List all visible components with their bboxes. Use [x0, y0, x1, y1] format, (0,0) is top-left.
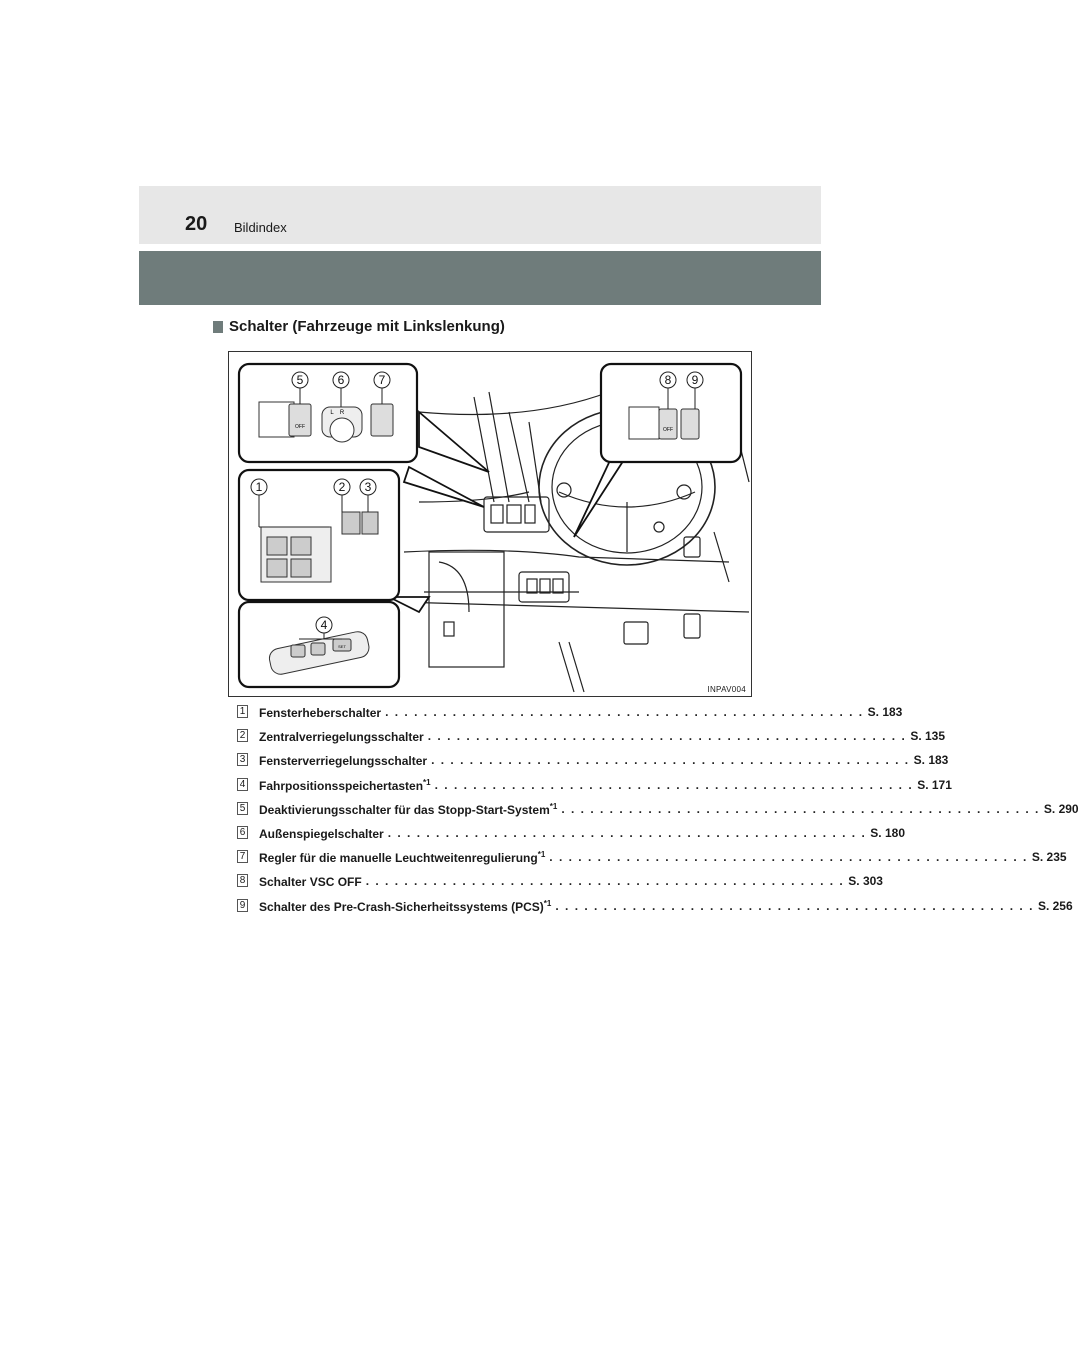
index-number: 6: [237, 826, 248, 839]
inset-bottom-left: [239, 602, 399, 687]
index-number: 1: [237, 705, 248, 718]
index-label-text: Schalter VSC OFF: [259, 875, 362, 890]
switch-off-label: OFF: [295, 424, 305, 430]
callout-3: 3: [364, 480, 372, 494]
index-row: [237, 729, 946, 753]
index-page-link[interactable]: S. 135: [910, 729, 946, 744]
index-label: [259, 778, 431, 793]
index-label-text: Regler für die manuelle Leuchtweitenregulierung: [259, 851, 538, 866]
index-row: [237, 753, 949, 777]
inset-top-left: [239, 364, 489, 472]
index-page-link[interactable]: S. 235: [1031, 850, 1067, 865]
index-label: [259, 753, 427, 768]
switch-illustration: [228, 351, 752, 697]
section-heading-text: Schalter (Fahrzeuge mit Linkslenkung): [229, 318, 505, 335]
index-label: [259, 802, 557, 817]
index-number: 9: [237, 899, 248, 912]
section-heading: [213, 318, 505, 335]
index-label: [259, 729, 424, 744]
index-number: 5: [237, 802, 248, 815]
index-list: [237, 705, 1079, 923]
callout-4: 4: [320, 618, 328, 632]
leader-dots: . . . . . . . . . . . . . . . . . . . . . . . . . . . . . . . . . . . . . . . . . . . . . . . . . .: [431, 753, 910, 768]
index-row: [237, 777, 952, 802]
index-number: 2: [237, 729, 248, 742]
index-label-text: Fensterverriegelungsschalter: [259, 754, 428, 769]
set-label: SET: [338, 644, 346, 649]
chapter-band: [139, 251, 821, 305]
leader-dots: . . . . . . . . . . . . . . . . . . . . . . . . . . . . . . . . . . . . . . . . . . . . . . . . . .: [365, 874, 845, 889]
index-label-text: Fensterheberschalter: [259, 706, 382, 720]
index-page-link[interactable]: S. 256: [1037, 898, 1073, 913]
leader-dots: . . . . . . . . . . . . . . . . . . . . . . . . . . . . . . . . . . . . . . . . . . . . . . . . . .: [555, 898, 1034, 913]
header-band: [139, 186, 821, 246]
index-row: [237, 850, 1067, 874]
index-label-text: Schalter des Pre-Crash-Sicherheitssystems (PCS): [259, 899, 544, 914]
section-marker-icon: [213, 321, 223, 333]
index-page-link[interactable]: S. 180: [870, 825, 905, 840]
index-label-text: Fahrpositionsspeichertasten: [259, 778, 424, 793]
page-number: 20: [185, 213, 208, 235]
index-page-link[interactable]: S. 183: [913, 753, 949, 768]
callout-1: 1: [255, 480, 263, 494]
index-page-link[interactable]: S. 171: [917, 777, 952, 792]
index-label-text: Zentralverriegelungsschalter: [259, 730, 424, 745]
index-label-text: Außenspiegelschalter: [259, 826, 384, 841]
index-footnote: *1: [543, 898, 552, 908]
index-label: [259, 705, 381, 720]
inset-top-right: [574, 364, 741, 537]
callout-9: 9: [691, 373, 699, 387]
index-row: [237, 898, 1073, 923]
vsc-off-label: OFF: [663, 427, 673, 433]
index-number: 3: [237, 753, 248, 766]
callout-7: 7: [378, 373, 386, 387]
callout-8: 8: [664, 373, 672, 387]
index-row: [237, 705, 903, 729]
index-footnote: *1: [549, 801, 558, 811]
index-row: [237, 874, 883, 898]
callout-2: 2: [338, 480, 346, 494]
index-number: 7: [237, 850, 248, 863]
header-title: Bildindex: [234, 220, 287, 235]
leader-dots: . . . . . . . . . . . . . . . . . . . . . . . . . . . . . . . . . . . . . . . . . . . . . . . . . .: [427, 729, 907, 744]
index-row: [237, 801, 1079, 826]
index-label: [259, 826, 384, 841]
index-page-link[interactable]: S. 303: [848, 874, 883, 889]
index-label: [259, 850, 545, 865]
index-page-link[interactable]: S. 290: [1043, 801, 1079, 816]
leader-dots: . . . . . . . . . . . . . . . . . . . . . . . . . . . . . . . . . . . . . . . . . . . . . . . . . .: [434, 777, 914, 792]
leader-dots: . . . . . . . . . . . . . . . . . . . . . . . . . . . . . . . . . . . . . . . . . . . . . . . . . .: [561, 801, 1040, 816]
index-number: 8: [237, 874, 248, 887]
index-number: 4: [237, 778, 248, 791]
callout-5: 5: [296, 373, 304, 387]
leader-dots: . . . . . . . . . . . . . . . . . . . . . . . . . . . . . . . . . . . . . . . . . . . . . . . . . .: [387, 825, 867, 840]
cockpit-drawing: [229, 352, 751, 696]
index-page-link[interactable]: S. 183: [867, 705, 903, 719]
leader-dots: . . . . . . . . . . . . . . . . . . . . . . . . . . . . . . . . . . . . . . . . . . . . . . . . . .: [549, 850, 1028, 865]
mirror-l-label: L: [330, 410, 334, 416]
index-row: [237, 825, 905, 850]
leader-dots: . . . . . . . . . . . . . . . . . . . . . . . . . . . . . . . . . . . . . . . . . . . . . . . . . .: [385, 705, 864, 719]
mirror-r-label: R: [339, 410, 345, 416]
index-footnote: *1: [537, 850, 546, 860]
callout-6: 6: [337, 373, 345, 387]
figure-code: INPAV004: [707, 685, 746, 694]
index-label: [259, 874, 362, 889]
index-label: [259, 899, 551, 914]
index-label-text: Deaktivierungsschalter für das Stopp-Start-System: [259, 802, 550, 817]
index-footnote: *1: [423, 777, 431, 787]
